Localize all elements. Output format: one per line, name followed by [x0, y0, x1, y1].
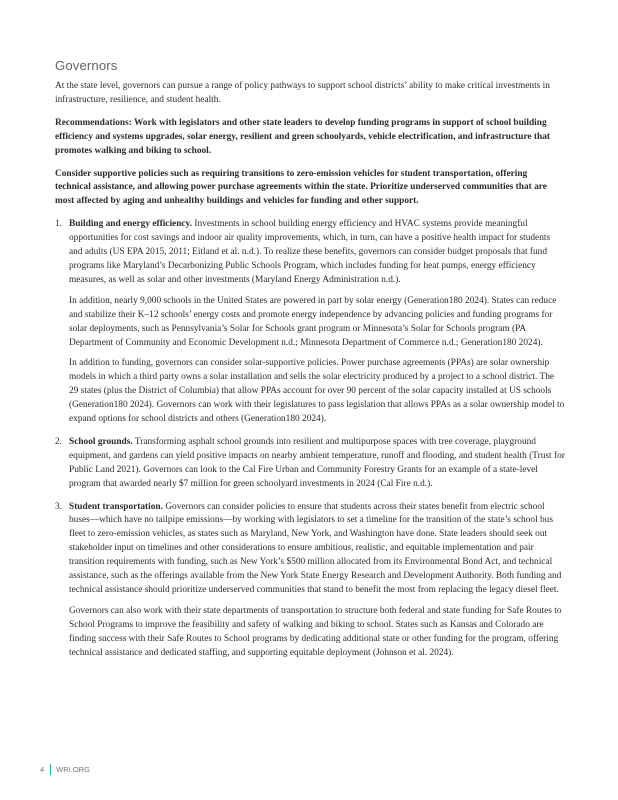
list-number: 2.	[55, 436, 63, 447]
list-item	[55, 436, 565, 492]
recommendations-paragraph: Recommendations: Work with legislators and other state leaders to develop funding programs in support of school building efficiency and systems upgrades, solar energy, resilient and green schoolyards, vehicle electrification, and infrastructure that promotes walking and biking to school.	[55, 117, 550, 156]
list-paragraph	[69, 218, 565, 288]
policy-paragraph: Consider supportive policies such as requiring transitions to zero-emission vehicles for student transportation, offering technical assistance, and allowing power purchase agreements within the state. Prioritize underserved communities that are most affected by aging and unhealthy buildings and vehicles for funding and other support.	[55, 168, 547, 207]
intro-paragraph: At the state level, governors can pursue a range of policy pathways to support school districts’ ability to make critical investments in infrastructure, resilience, and student health.	[55, 81, 550, 105]
list-item-title: Student transportation.	[69, 501, 163, 512]
list-item	[55, 218, 565, 427]
list-paragraph: In addition, nearly 9,000 schools in the United States are powered in part by solar energy (Generation180 2024). States can reduce and stabilize their K–12 schools’ energy costs and promote energy independence by advancing policies and funding programs for solar deployments, such as Pennsylvania’s Solar for Schools grant program or Minnesota’s Solar for Schools program (PA Department of Community and Economic Development n.d.; Minnesota Department of Commerce n.d.; Generation180 2024).	[69, 295, 557, 348]
list-paragraph	[69, 501, 565, 598]
list-paragraph: Governors can also work with their state departments of transportation to structure both federal and state funding for Safe Routes to School Programs to improve the feasibility and safety of walking and biking to school. States such as Kansas and Colorado are finding success with their Safe Routes to School programs by dedicating additional state or other funding for the program, offering technical assistance and dedicated staffing, and supporting equitable deployment (Johnson et al. 2024).	[69, 605, 562, 658]
list-number: 3.	[55, 501, 63, 512]
page-number: 4	[40, 765, 45, 774]
list-paragraph: In addition to funding, governors can consider solar-supportive policies. Power purchase agreements (PPAs) are solar ownership models in which a third party owns a solar installation and sells the solar electricity produced by a project to a school district. The 29 states (plus the District of Columbia) that allow PPAs account for over 90 percent of the solar capacity installed at US schools (Generation180 2024). Governors can work with their legislatures to pass legislation that allows PPAs as a solar ownership model to expand options for school districts and others (Generation180 2024).	[69, 358, 565, 425]
list-item	[55, 501, 565, 661]
list-paragraph	[69, 436, 565, 492]
page-content	[55, 58, 565, 670]
list-number: 1.	[55, 219, 63, 230]
page-footer	[40, 764, 90, 775]
footer-divider	[50, 764, 51, 775]
list-item-text: Transforming asphalt school grounds into resilient and multipurpose spaces with tree coverage, playground equipment, and gardens can yield positive impacts on nearby ambient temperature, runoff and flooding, and student health (Trust for Public Land 2021). Governors can look to the Cal Fire Urban and Community Forestry Grants for an example of a state-level program that awarded nearly $7 million for green schoolyard investments in 2024 (Cal Fire n.d.).	[69, 436, 565, 489]
list-item-title: Building and energy efficiency.	[69, 219, 193, 230]
list-item-text: Investments in school building energy efficiency and HVAC systems provide meaningful opportunities for cost savings and indoor air quality improvements, which, in turn, can have a positive health impact for students and adults (US EPA 2015, 2011; Eitland et al. n.d.). To realize these benefits, governors can consider budget proposals that fund programs like Maryland’s Decarbonizing Public Schools Program, which includes funding for heat pumps, energy efficiency measures, as well as solar and other investments (Maryland Energy Administration n.d.).	[69, 219, 551, 285]
site-link[interactable]: WRI.ORG	[56, 765, 90, 774]
list-item-title: School grounds.	[69, 436, 133, 447]
list-item-text: Governors can consider policies to ensure that students across their states benefit from electric school buses—which have no tailpipe emissions—by working with legislators to set a timeline for the transition of the state’s school bus fleet to zero-emission vehicles, as states such as Maryland, New York, and Washington have done. State leaders should seek out stakeholder input on timelines and other considerations to ensure ambitious, realistic, and equitable implementation and pair transition requirements with funding, such as New York’s $500 million allocated from its Environmental Bond Act, and technical assistance, such as the offerings available from the New York State Energy Research and Development Authority. Both funding and technical assistance should prioritize underserved communities that stand to benefit the most from replacing the legacy diesel fleet.	[69, 501, 562, 595]
section-heading: Governors	[55, 58, 118, 73]
recommendation-list	[55, 218, 565, 660]
